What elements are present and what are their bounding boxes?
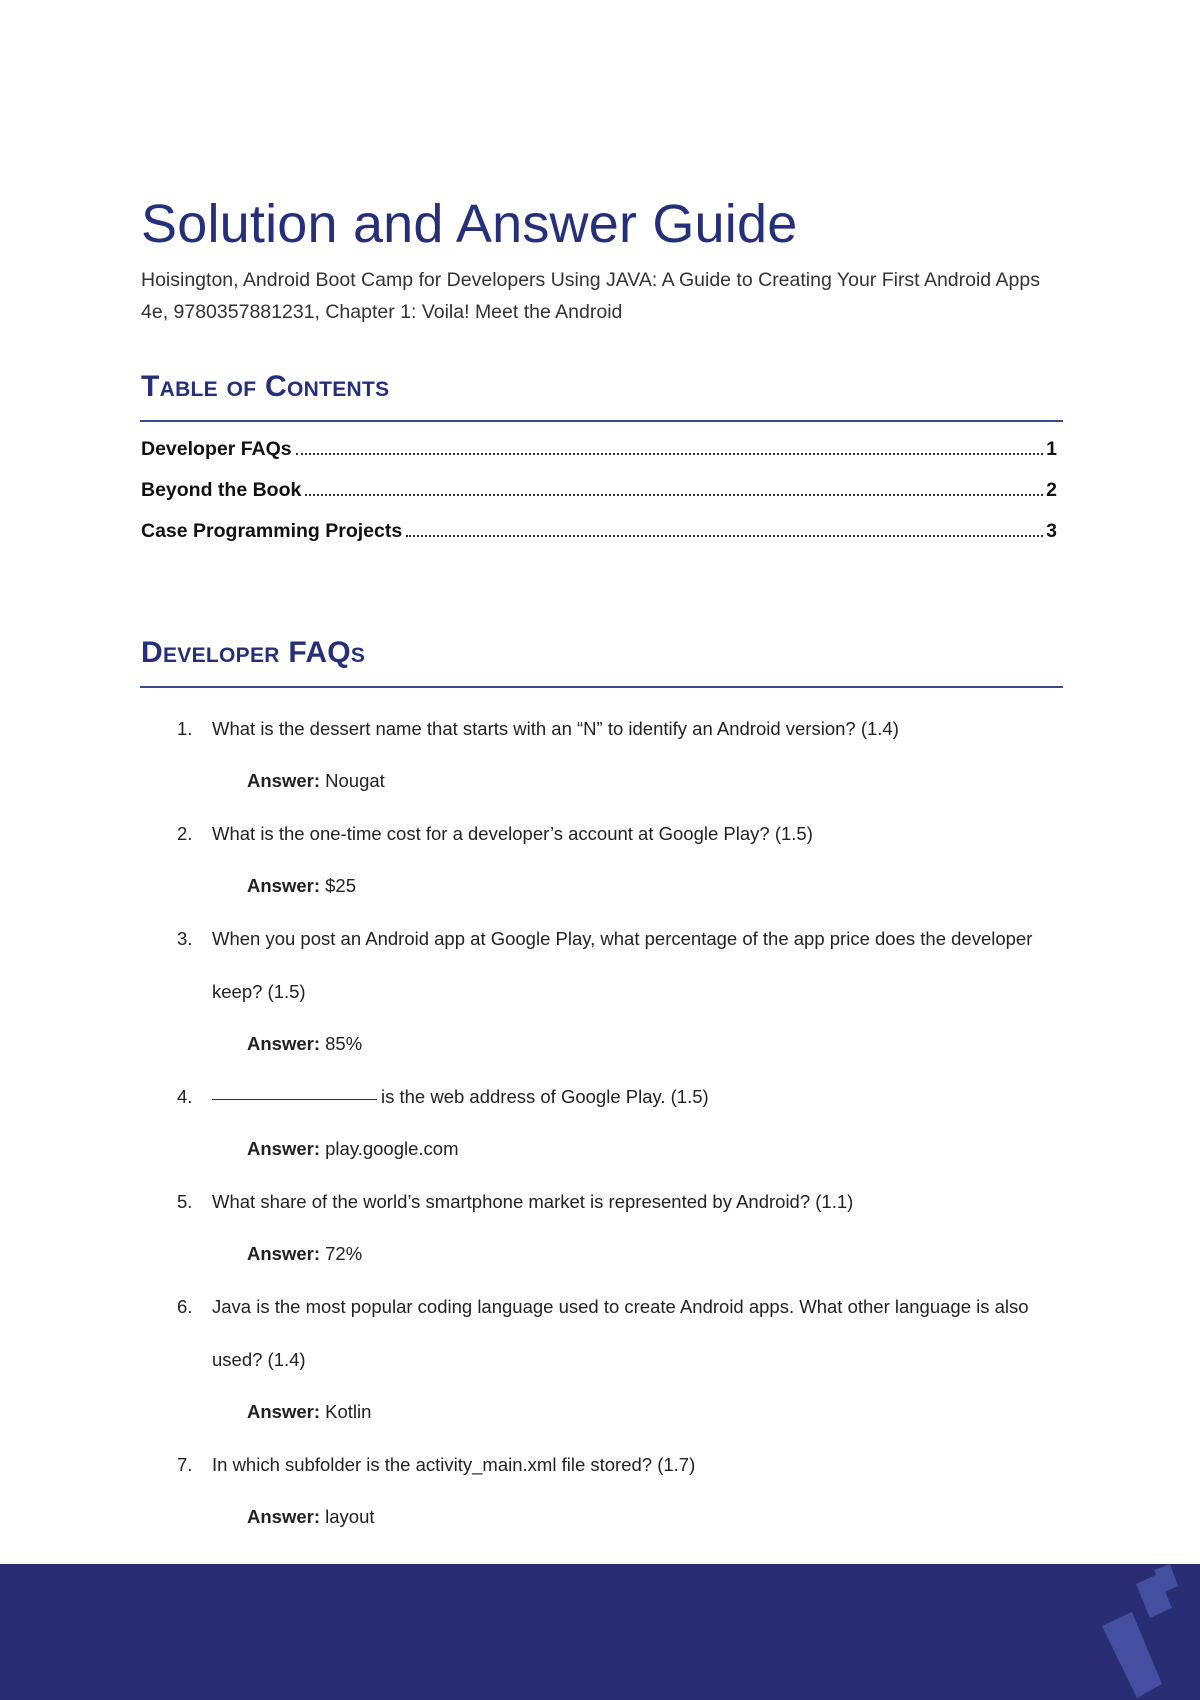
- answer-label: Answer:: [247, 1506, 320, 1527]
- faq-question: What share of the world’s smartphone market is represented by Android? (1.1): [212, 1191, 854, 1212]
- answer-label: Answer:: [247, 1401, 320, 1422]
- faq-answer: [247, 1491, 1071, 1543]
- faq-list: [141, 702, 1071, 1543]
- toc-entry-developer-faqs[interactable]: [141, 438, 1057, 479]
- faq-number: 6.: [177, 1296, 193, 1317]
- faq-item: [141, 912, 1071, 1070]
- faq-answer: [247, 1386, 1071, 1438]
- toc-entry-page: 3: [1046, 520, 1057, 542]
- page-title: Solution and Answer Guide: [141, 194, 798, 254]
- faq-item: [141, 1280, 1071, 1438]
- toc-entry-title: Case Programming Projects: [141, 520, 403, 542]
- footer-band: [0, 1564, 1200, 1700]
- toc-entry-beyond-the-book[interactable]: [141, 479, 1057, 520]
- answer-label: Answer:: [247, 875, 320, 896]
- faq-question: When you post an Android app at Google Play, what percentage of the app price does the developer keep? (1.5): [212, 928, 1033, 1002]
- faq-question: Java is the most popular coding language used to create Android apps. What other language is also used? (1.4): [212, 1296, 1029, 1370]
- faq-question: What is the one-time cost for a developer’s account at Google Play? (1.5): [212, 823, 813, 844]
- answer-text: $25: [325, 875, 357, 896]
- faq-heading: Developer FAQs: [141, 636, 366, 669]
- faq-item: [141, 702, 1071, 807]
- faq-item: [141, 1438, 1071, 1543]
- faq-number: 4.: [177, 1086, 193, 1107]
- answer-label: Answer:: [247, 1033, 320, 1054]
- toc-entry-title: Developer FAQs: [141, 438, 292, 460]
- toc-leader-dots: [296, 453, 1044, 455]
- faq-number: 3.: [177, 928, 193, 949]
- toc-leader-dots: [406, 535, 1043, 537]
- faq-answer: [247, 860, 1071, 912]
- answer-text: play.google.com: [325, 1138, 459, 1159]
- faq-number: 1.: [177, 718, 193, 739]
- answer-text: Nougat: [325, 770, 385, 791]
- toc-entry-page: 2: [1046, 479, 1057, 501]
- toc-entry-page: 1: [1046, 438, 1057, 460]
- faq-answer: [247, 1123, 1071, 1175]
- answer-text: 85%: [325, 1033, 363, 1054]
- answer-label: Answer:: [247, 770, 320, 791]
- faq-item: [141, 1070, 1071, 1175]
- answer-label: Answer:: [247, 1243, 320, 1264]
- toc-divider: [140, 420, 1063, 422]
- faq-number: 7.: [177, 1454, 193, 1475]
- faq-answer: [247, 1228, 1071, 1280]
- document-subtitle: Hoisington, Android Boot Camp for Developers Using JAVA: A Guide to Creating Your First Android Apps 4e, 9780357881231, Chapter 1: Voila! Meet the Android: [141, 269, 1040, 323]
- faq-question-text: is the web address of Google Play. (1.5): [381, 1086, 709, 1107]
- fill-in-blank: [212, 1099, 377, 1100]
- table-of-contents: [141, 438, 1057, 561]
- answer-text: layout: [325, 1506, 375, 1527]
- faq-item: [141, 1175, 1071, 1280]
- faq-answer: [247, 755, 1071, 807]
- toc-heading: Table of Contents: [141, 370, 390, 403]
- faq-item: [141, 807, 1071, 912]
- faq-number: 5.: [177, 1191, 193, 1212]
- faq-question: In which subfolder is the activity_main.xml file stored? (1.7): [212, 1454, 696, 1475]
- answer-text: Kotlin: [325, 1401, 372, 1422]
- answer-label: Answer:: [247, 1138, 320, 1159]
- faq-question: What is the dessert name that starts with an “N” to identify an Android version? (1.4): [212, 718, 899, 739]
- toc-leader-dots: [305, 494, 1043, 496]
- faq-divider: [140, 686, 1063, 688]
- answer-text: 72%: [325, 1243, 363, 1264]
- toc-entry-case-programming-projects[interactable]: [141, 520, 1057, 561]
- publisher-logo-icon: [1092, 1564, 1182, 1700]
- faq-number: 2.: [177, 823, 193, 844]
- faq-answer: [247, 1018, 1071, 1070]
- faq-question: [212, 1070, 1071, 1123]
- toc-entry-title: Beyond the Book: [141, 479, 302, 501]
